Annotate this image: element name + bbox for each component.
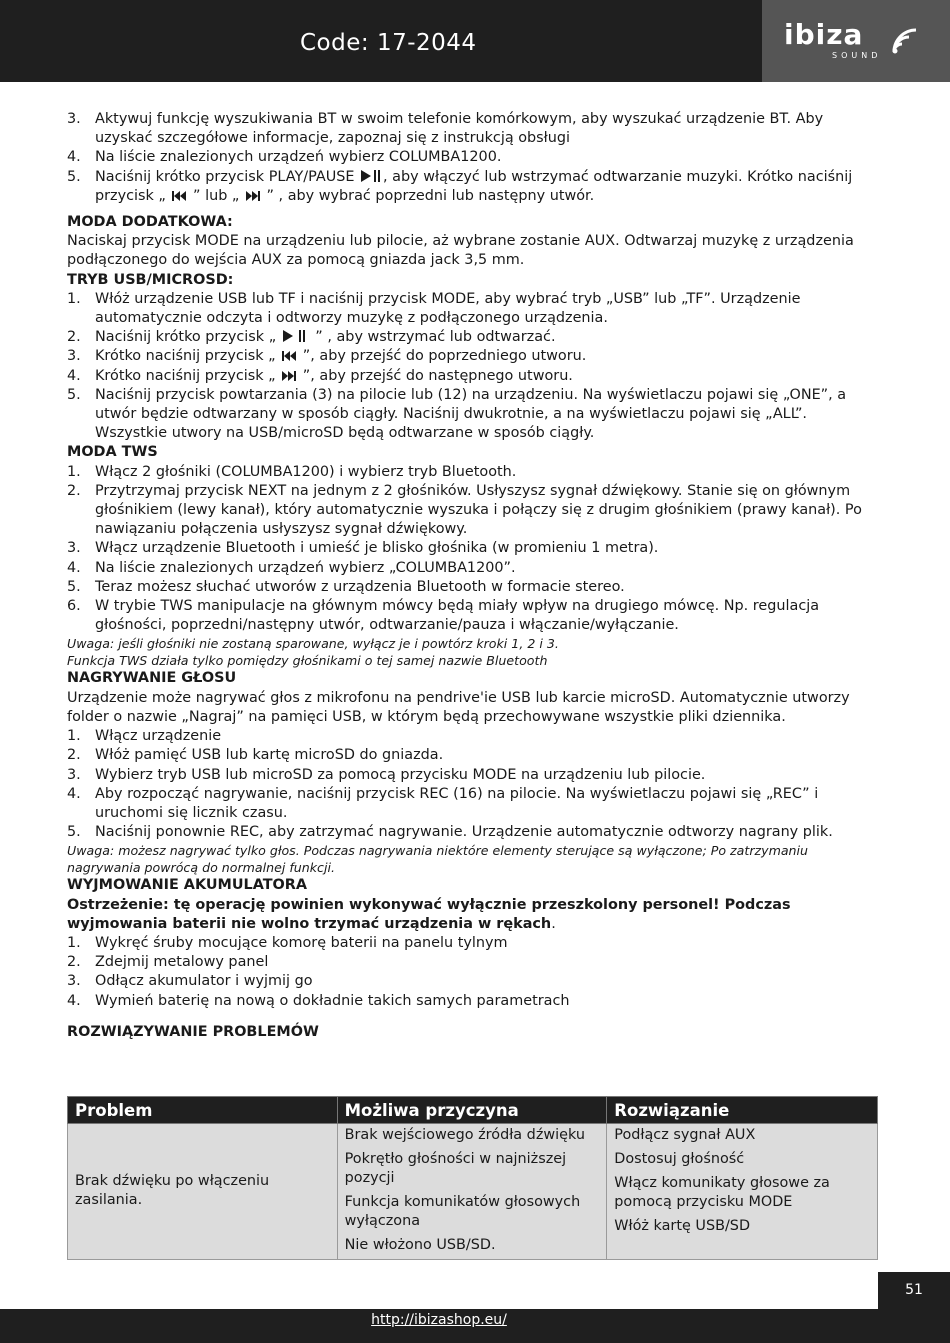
cause-cell xyxy=(337,1124,607,1260)
list-item: 2. Włóż pamięć USB lub kartę microSD do gniazda. xyxy=(67,747,444,764)
list-item: 5. Naciśnij ponownie REC, aby zatrzymać nagrywanie. Urządzenie automatycznie odtworzy nagrany plik. xyxy=(67,824,833,841)
list-item: 3. Włącz urządzenie Bluetooth i umieść je blisko głośnika (w promieniu 1 metra). xyxy=(67,540,659,557)
solution-item: Włóż kartę USB/SD xyxy=(614,1218,751,1234)
recording-note: Uwaga: możesz nagrywać tylko głos. Podczas nagrywania niektóre elementy sterujące są wyłączone; Po zatrzymaniu nagrywania powrócą do normalnej funkcji. xyxy=(67,843,809,876)
list-item: 3. Krótko naciśnij przycisk „ ”, aby przejść do poprzedniego utworu. xyxy=(67,348,587,365)
troubleshooting-heading: ROZWIĄZYWANIE PROBLEMÓW xyxy=(67,1023,319,1040)
aux-heading: MODA DODATKOWA: xyxy=(67,214,233,231)
play-pause-icon xyxy=(361,169,381,183)
list-item: 1. Włącz 2 głośniki (COLUMBA1200) i wybierz tryb Bluetooth. xyxy=(67,463,517,480)
play-pause-icon xyxy=(283,329,309,343)
tws-heading: MODA TWS xyxy=(67,444,158,461)
list-item: 3. Wybierz tryb USB lub microSD za pomocą przycisku MODE na urządzeniu lub pilocie. xyxy=(67,766,706,783)
column-header: Problem xyxy=(68,1097,338,1124)
recording-heading: NAGRYWANIE GŁOSU xyxy=(67,670,237,687)
usb-heading: TRYB USB/MICROSD: xyxy=(67,271,234,288)
solution-cell xyxy=(607,1124,878,1260)
list-item: 5. Naciśnij przycisk powtarzania (3) na pilocie lub (12) na urządzeniu. Na wyświetlaczu pojawi się „ONE”, a utwór będzie odtwarzany w sposób ciągły. Naciśnij dwukrotnie, a na wyświetlaczu pojawi się „ALL”. Wszystkie utwory na USB/microSD będą odtwarzane w sposób ciągły. xyxy=(67,386,847,442)
battery-steps xyxy=(67,934,879,1011)
tws-steps xyxy=(67,463,879,636)
solution-item: Dostosuj głośność xyxy=(614,1151,745,1167)
list-item: 5. Teraz możesz słuchać utworów z urządzenia Bluetooth w formacie stereo. xyxy=(67,578,625,595)
list-item: 2. Przytrzymaj przycisk NEXT na jednym z 2 głośników. Usłyszysz sygnał dźwiękowy. Stanie się on głównym głośnikiem (lewy kanał), który automatycznie wyszuka i połączy się z drugim głośnikiem (prawy kanał). Po nawiązaniu połączenia usłyszysz sygnał dźwiękowy. xyxy=(67,482,862,538)
aux-text: Naciskaj przycisk MODE na urządzeniu lub pilocie, aż wybrane zostanie AUX. Odtwarzaj muzykę z urządzenia podłączonego do wejścia AUX za pomocą gniazda jack 3,5 mm. xyxy=(67,233,854,269)
sound-waves-icon xyxy=(890,26,924,58)
list-item: 4. Aby rozpocząć nagrywanie, naciśnij przycisk REC (16) na pilocie. Na wyświetlaczu pojawi się „REC” i uruchomi się licznik czasu. xyxy=(67,785,819,821)
list-item: 1. Wykręć śruby mocujące komorę baterii na panelu tylnym xyxy=(67,934,508,951)
previous-track-icon xyxy=(282,350,296,362)
troubleshooting-table xyxy=(67,1096,878,1260)
cause-item: Pokrętło głośności w najniższej pozycji xyxy=(344,1151,567,1186)
battery-heading: WYJMOWANIE AKUMULATORA xyxy=(67,877,307,894)
previous-track-icon xyxy=(172,190,186,202)
table-header-row xyxy=(68,1097,878,1124)
cause-item: Funkcja komunikatów głosowych wyłączona xyxy=(344,1194,581,1229)
logo-subtitle: SOUND xyxy=(832,51,882,60)
next-track-icon xyxy=(246,190,260,202)
list-item: 3. Aktywuj funkcję wyszukiwania BT w swoim telefonie komórkowym, aby wyszukać urządzenie BT. Aby uzyskać szczegółowe informacje, zapoznaj się z instrukcją obsługi xyxy=(67,111,824,147)
solution-item: Włącz komunikaty głosowe za pomocą przycisku MODE xyxy=(614,1175,830,1210)
list-item: 1. Włóż urządzenie USB lub TF i naciśnij przycisk MODE, aby wybrać tryb „USB” lub „TF”. Urządzenie automatycznie odczyta i odtworzy muzykę z podłączonego urządzenia. xyxy=(67,290,801,327)
tws-note: Uwaga: jeśli głośniki nie zostaną sparowane, wyłącz je i powtórz kroki 1, 2 i 3. xyxy=(67,636,559,652)
cause-item: Nie włożono USB/SD. xyxy=(344,1237,496,1253)
recording-intro: Urządzenie może nagrywać głos z mikrofonu na pendrive'ie USB lub karcie microSD. Automatycznie utworzy folder o nazwie „Nagraj” na pamięci USB, w którym będą przechowywane wszystkie pliki dziennika. xyxy=(67,689,850,725)
tws-note: Funkcja TWS działa tylko pomiędzy głośnikami o tej samej nazwie Bluetooth xyxy=(67,653,548,669)
column-header: Rozwiązanie xyxy=(607,1097,878,1124)
battery-warning: Ostrzeżenie: tę operację powinien wykonywać wyłącznie przeszkolony personel! Podczas wyjmowania baterii nie wolno trzymać urządzenia w rękach. xyxy=(67,896,791,932)
list-item: 2. Zdejmij metalowy panel xyxy=(67,954,269,971)
list-item: 2. Naciśnij krótko przycisk „ ” , aby wstrzymać lub odtwarzać. xyxy=(67,329,556,346)
product-code: Code: 17-2044 xyxy=(300,30,477,56)
column-header: Możliwa przyczyna xyxy=(337,1097,607,1124)
recording-steps xyxy=(67,727,879,842)
solution-item: Podłącz sygnał AUX xyxy=(614,1127,756,1143)
shop-link[interactable]: http://ibizashop.eu/ xyxy=(371,1312,507,1328)
list-item: 4. Na liście znalezionych urządzeń wybierz „COLUMBA1200”. xyxy=(67,559,516,576)
next-track-icon xyxy=(282,370,296,382)
page-header xyxy=(0,0,950,82)
usb-steps xyxy=(67,290,879,444)
page-number: 51 xyxy=(878,1272,950,1343)
cause-item: Brak wejściowego źródła dźwięku xyxy=(344,1127,586,1143)
list-item: 1. Włącz urządzenie xyxy=(67,728,222,745)
logo-wordmark: ibiza xyxy=(784,18,864,51)
brand-logo xyxy=(762,0,950,82)
list-item: 4. Wymień baterię na nową o dokładnie takich samych parametrach xyxy=(67,992,570,1009)
list-item: 4. Na liście znalezionych urządzeń wybierz COLUMBA1200. xyxy=(67,149,502,166)
list-item: 6. W trybie TWS manipulacje na głównym mówcy będą miały wpływ na drugiego mówcę. Np. regulacja głośności, poprzedni/następny utwór, odtwarzanie/pauza i włączanie/wyłączanie. xyxy=(67,598,820,634)
list-item: 3. Odłącz akumulator i wyjmij go xyxy=(67,973,313,990)
list-item: 5. Naciśnij krótko przycisk PLAY/PAUSE , aby włączyć lub wstrzymać odtwarzanie muzyki. Krótko naciśnij przycisk „ ” lub „ ” , aby wybrać poprzedni lub następny utwór. xyxy=(67,168,853,204)
table-row xyxy=(68,1124,878,1260)
bluetooth-steps xyxy=(67,110,879,206)
manual-content xyxy=(67,110,879,1042)
list-item: 4. Krótko naciśnij przycisk „ ”, aby przejść do następnego utworu. xyxy=(67,367,573,384)
problem-cell: Brak dźwięku po włączeniu zasilania. xyxy=(68,1124,338,1260)
